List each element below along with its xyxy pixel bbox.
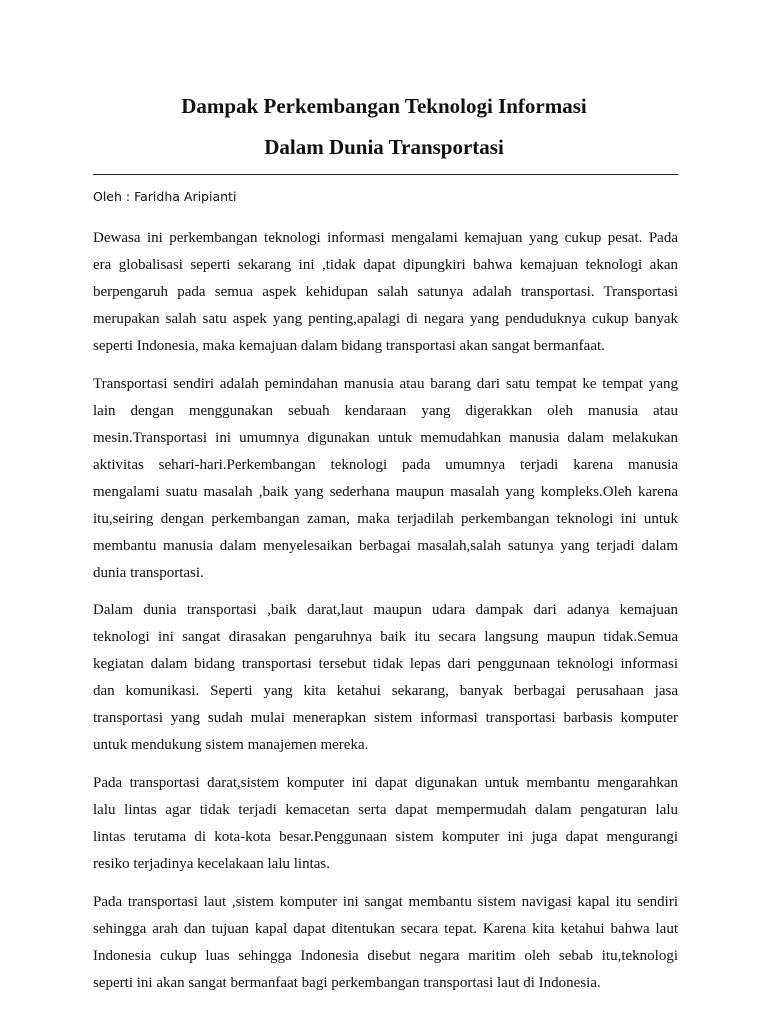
paragraph-3 — [93, 597, 678, 759]
paragraph-line: membantu manusia dalam menyelesaikan berbagai masalah,salah satunya yang terjadi dalam — [93, 538, 678, 554]
paragraph-line: resiko terjadinya kecelakaan lalu lintas. — [93, 856, 330, 872]
paragraph-line: transportasi yang sudah mulai menerapkan sistem informasi transportasi barbasis komputer — [93, 710, 678, 726]
paragraph-5 — [93, 889, 678, 997]
paragraph-line: seperti ini akan sangat bermanfaat bagi perkembangan transportasi laut di Indonesia. — [93, 975, 601, 991]
paragraph-line: sehingga arah dan tujuan kapal dapat ditentukan secara tepat. Karena kita ketahui bahwa laut — [93, 921, 678, 937]
paragraph-2 — [93, 371, 678, 587]
author-line: Oleh : Faridha Aripianti — [93, 189, 237, 204]
paragraph-line: dan komunikasi. Seperti yang kita ketahui sekarang, banyak berbagai perusahaan jasa — [93, 683, 678, 699]
paragraph-line: lalu lintas agar tidak terjadi kemacetan serta dapat mempermudah dalam pengaturan lalu — [93, 802, 678, 818]
paragraph-1 — [93, 225, 678, 360]
paragraph-4 — [93, 770, 678, 878]
paragraph-line: Pada transportasi laut ,sistem komputer ini sangat membantu sistem navigasi kapal itu sendiri — [93, 894, 678, 910]
paragraph-line: dunia transportasi. — [93, 565, 204, 581]
paragraph-line: Indonesia cukup luas sehingga Indonesia disebut negara maritim oleh sebab itu,teknologi — [93, 948, 678, 964]
paragraph-line: Dalam dunia transportasi ,baik darat,laut maupun udara dampak dari adanya kemajuan — [93, 602, 678, 618]
paragraph-line: untuk mendukung sistem manajemen mereka. — [93, 737, 369, 753]
paragraph-line: teknologi ini sangat dirasakan pengaruhnya baik itu secara langsung maupun tidak.Semua — [93, 629, 678, 645]
paragraph-line: Transportasi sendiri adalah pemindahan manusia atau barang dari satu tempat ke tempat yang — [93, 376, 678, 392]
document-title-line-2: Dalam Dunia Transportasi — [264, 135, 504, 159]
paragraph-line: mengalami suatu masalah ,baik yang sederhana maupun masalah yang kompleks.Oleh karena — [93, 484, 678, 500]
paragraph-line: Dewasa ini perkembangan teknologi informasi mengalami kemajuan yang cukup pesat. Pada — [93, 230, 678, 246]
document-title-line-1: Dampak Perkembangan Teknologi Informasi — [181, 94, 587, 118]
paragraph-line: aktivitas sehari-hari.Perkembangan teknologi pada umumnya terjadi karena manusia — [93, 457, 678, 473]
paragraph-line: lain dengan menggunakan sebuah kendaraan yang digerakkan oleh manusia atau — [93, 403, 678, 419]
paragraph-line: berpengaruh pada semua aspek kehidupan salah satunya adalah transportasi. Transportasi — [93, 284, 678, 300]
paragraph-line: mesin.Transportasi ini umumnya digunakan untuk memudahkan manusia dalam melakukan — [93, 430, 678, 446]
paragraph-line: itu,seiring dengan perkembangan zaman, maka terjadilah perkembangan teknologi ini untuk — [93, 511, 678, 527]
title-divider — [93, 174, 678, 175]
paragraph-line: seperti Indonesia, maka kemajuan dalam bidang transportasi akan sangat bermanfaat. — [93, 338, 605, 354]
paragraph-line: era globalisasi seperti sekarang ini ,tidak dapat dipungkiri bahwa kemajuan teknologi akan — [93, 257, 678, 273]
paragraph-line: Pada transportasi darat,sistem komputer ini dapat digunakan untuk membantu mengarahkan — [93, 775, 678, 791]
paragraph-line: lintas terutama di kota-kota besar.Penggunaan sistem komputer ini juga dapat mengurangi — [93, 829, 678, 845]
paragraph-line: merupakan salah satu aspek yang penting,apalagi di negara yang penduduknya cukup banyak — [93, 311, 678, 327]
paragraph-line: kegiatan dalam bidang transportasi tersebut tidak lepas dari penggunaan teknologi informasi — [93, 656, 678, 672]
